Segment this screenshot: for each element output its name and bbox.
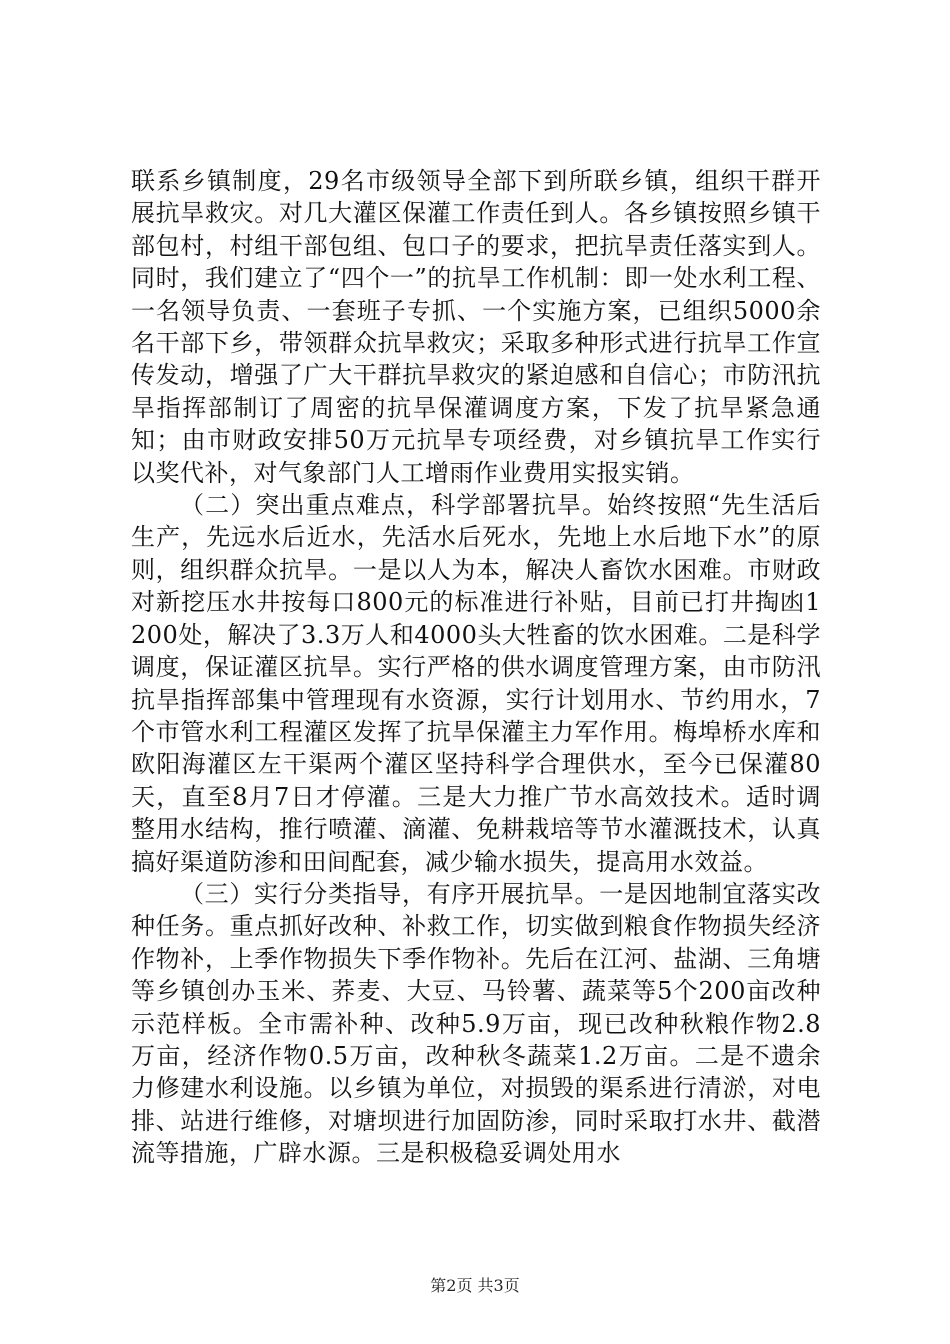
document-body xyxy=(131,165,821,1170)
page-number-footer: 第2页 共3页 xyxy=(430,1276,520,1295)
paragraph-section-3: （三）实行分类指导，有序开展抗旱。一是因地制宜落实改种任务。重点抓好改种、补救工作，切实做到粮食作物损失经济作物补，上季作物损失下季作物补。先后在江河、盐湖、三角塘等乡镇创办玉米、荞麦、大豆、马铃薯、蔬菜等5个200亩改种示范样板。全市需补种、改种5.9万亩，现已改种秋粮作物2.8万亩，经济作物0.5万亩，改种秋冬蔬菜1.2万亩。二是不遗余力修建水利设施。以乡镇为单位，对损毁的渠系进行清淤，对电排、站进行维修，对塘坝进行加固防渗，同时采取打水井、截潜流等措施，广辟水源。三是积极稳妥调处用水 xyxy=(131,879,821,1168)
paragraph-section-2: （二）突出重点难点，科学部署抗旱。始终按照“先生活后生产，先远水后近水，先活水后死水，先地上水后地下水”的原则，组织群众抗旱。一是以人为本，解决人畜饮水困难。市财政对新挖压水井按每口800元的标准进行补贴，目前已打井掏凼1200处，解决了3.3万人和4000头大牲畜的饮水困难。二是科学调度，保证灌区抗旱。实行严格的供水调度管理方案，由市防汛抗旱指挥部集中管理现有水资源，实行计划用水、节约用水，7个市管水利工程灌区发挥了抗旱保灌主力军作用。梅埠桥水库和欧阳海灌区左干渠两个灌区坚持科学合理供水，至今已保灌80天，直至8月7日才停灌。三是大力推广节水高效技术。适时调整用水结构，推行喷灌、滴灌、免耕栽培等节水灌溉技术，认真搞好渠道防渗和田间配套，减少输水损失，提高用水效益。 xyxy=(131,491,821,876)
paragraph-continuation: 联系乡镇制度，29名市级领导全部下到所联乡镇，组织干群开展抗旱救灾。对几大灌区保灌工作责任到人。各乡镇按照乡镇干部包村，村组干部包组、包口子的要求，把抗旱责任落实到人。同时，我们建立了“四个一”的抗旱工作机制：即一处水利工程、一名领导负责、一套班子专抓、一个实施方案，已组织5000余名干部下乡，带领群众抗旱救灾；采取多种形式进行抗旱工作宣传发动，增强了广大干群抗旱救灾的紧迫感和自信心；市防汛抗旱指挥部制订了周密的抗旱保灌调度方案，下发了抗旱紧急通知；由市财政安排50万元抗旱专项经费，对乡镇抗旱工作实行以奖代补，对气象部门人工增雨作业费用实报实销。 xyxy=(131,167,821,487)
